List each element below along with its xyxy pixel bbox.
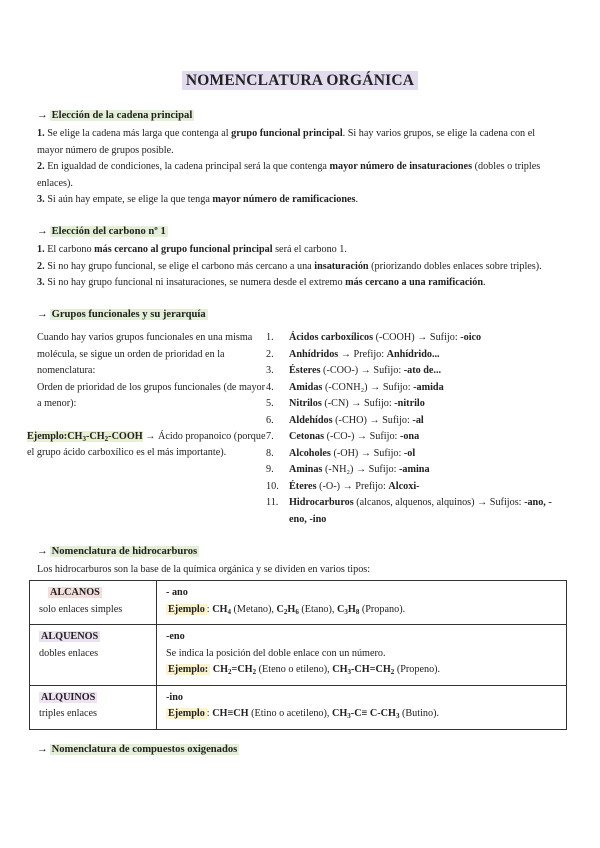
- list-item: 1. Ácidos carboxílicos (-COOH) → Sufijo: -oico: [266, 332, 482, 343]
- page-title: NOMENCLATURA ORGÁNICA: [0, 72, 600, 90]
- table-row-alcanos: [30, 581, 567, 625]
- alquinos-label: ALQUINOS: [41, 691, 96, 703]
- cadena-rules: [37, 126, 562, 209]
- alquinos-example: Ejemplo : CH≡CH (Etino o acetileno), $CH_3-C\equiv C-CH_3$ (Butino).: [168, 708, 440, 720]
- section-heading-carbono: → Elección del carbono nº 1: [37, 226, 166, 237]
- alquenos-sub: dobles enlaces: [39, 647, 99, 659]
- grupos-priority-list: [266, 330, 566, 528]
- grupos-example: $Ejemplo:CH_3-CH_2$-COOH → Ácido propanoico (porque el grupo ácido carboxílico es el más importante).: [27, 430, 266, 458]
- list-item: 7. Cetonas (-CO-) → Sufijo: -ona: [266, 431, 420, 442]
- alcanos-suffix: - ano: [166, 587, 188, 598]
- example-label: Ejemplo: [27, 430, 64, 442]
- grupos-order-text: Orden de prioridad de los grupos funcionales (de mayor a menor):: [37, 381, 266, 409]
- hidrocarburos-intro: Los hidrocarburos son la base de la química orgánica y se dividen en varios tipos:: [37, 564, 371, 575]
- grupos-intro: [27, 330, 267, 462]
- alcanos-sub: solo enlaces simples: [39, 603, 123, 615]
- list-item: 11. Hidrocarburos (alcanos, alquenos, alquinos) → Sufijos: -ano, -eno, -ino: [266, 497, 552, 525]
- list-item: 2. Anhídridos → Prefijo: Anhídrido...: [266, 348, 440, 360]
- list-item: 4. Amidas (-CONH₂) → Sufijo: -amida: [266, 381, 444, 393]
- list-item: 6. Aldehídos (-CHO) → Sufijo: -al: [266, 414, 424, 426]
- section-heading-grupos: → Grupos funcionales y su jerarquía: [37, 309, 206, 320]
- alquenos-example: Ejemplo: $CH_2=CH_2$ (Eteno o etileno), $CH_3-CH=CH_2$ (Propeno).: [168, 664, 441, 676]
- list-item: 8. Alcoholes (-OH) → Sufijo: -ol: [266, 447, 416, 459]
- carbono-rules: [37, 242, 562, 292]
- cadena-rule-2: 2. En igualdad de condiciones, la cadena principal será la que contenga mayor número de insaturaciones (dobles o triples enlaces).: [37, 161, 541, 189]
- section-heading-hidrocarburos: → Nomenclatura de hidrocarburos: [37, 546, 198, 557]
- grupos-intro-text: Cuando hay varios grupos funcionales en una misma molécula, se sigue un orden de prioridad en la nomenclatura:: [37, 332, 253, 376]
- list-item: 9. Aminas (-NH₂) → Sufijo: -amina: [266, 464, 430, 475]
- alquinos-sub: triples enlaces: [39, 708, 97, 719]
- alquinos-suffix: -ino: [166, 691, 183, 703]
- alcanos-label: ALCANOS: [50, 587, 100, 598]
- table-row-alquenos: [30, 625, 567, 686]
- alquenos-suffix: -eno: [166, 631, 185, 642]
- table-row-alquinos: [30, 685, 567, 729]
- cadena-rule-1: 1. Se elige la cadena más larga que contenga al grupo funcional principal. Si hay varios grupos, se elige la cadena con el mayor número de grupos posible.: [37, 128, 536, 156]
- carbono-rule-1: 1. El carbono más cercano al grupo funcional principal será el carbono 1.: [37, 244, 347, 255]
- alcanos-example: Ejemplo : $CH_4$ (Metano), $C_2H_6$ (Etano), $C_3H_8$ (Propano).: [168, 603, 406, 616]
- example-formula: $:CH_3-CH_2$-COOH: [63, 430, 143, 443]
- alquenos-desc: Se indica la posición del doble enlace con un número.: [166, 647, 386, 659]
- carbono-rule-3: 3. Si no hay grupo funcional ni insaturaciones, se numera desde el extremo más cercano a una ramificación.: [37, 277, 486, 288]
- carbono-rule-2: 2. Si no hay grupo funcional, se elige el carbono más cercano a una insaturación (priorizando dobles enlaces sobre triples).: [37, 260, 542, 272]
- section-heading-cadena: → Elección de la cadena principal: [37, 110, 193, 121]
- cadena-rule-3: 3. Si aún hay empate, se elige la que tenga mayor número de ramificaciones.: [37, 194, 359, 205]
- alquenos-label: ALQUENOS: [41, 631, 99, 642]
- section-heading-oxigenados: → Nomenclatura de compuestos oxigenados: [37, 744, 238, 755]
- list-item: 3. Ésteres (-COO-) → Sufijo: -ato de...: [266, 365, 442, 376]
- list-item: 10. Éteres (-O-) → Prefijo: Alcoxi-: [266, 480, 420, 492]
- list-item: 5. Nitrilos (-CN) → Sufijo: -nitrilo: [266, 398, 425, 409]
- hidrocarburos-table: [29, 580, 567, 730]
